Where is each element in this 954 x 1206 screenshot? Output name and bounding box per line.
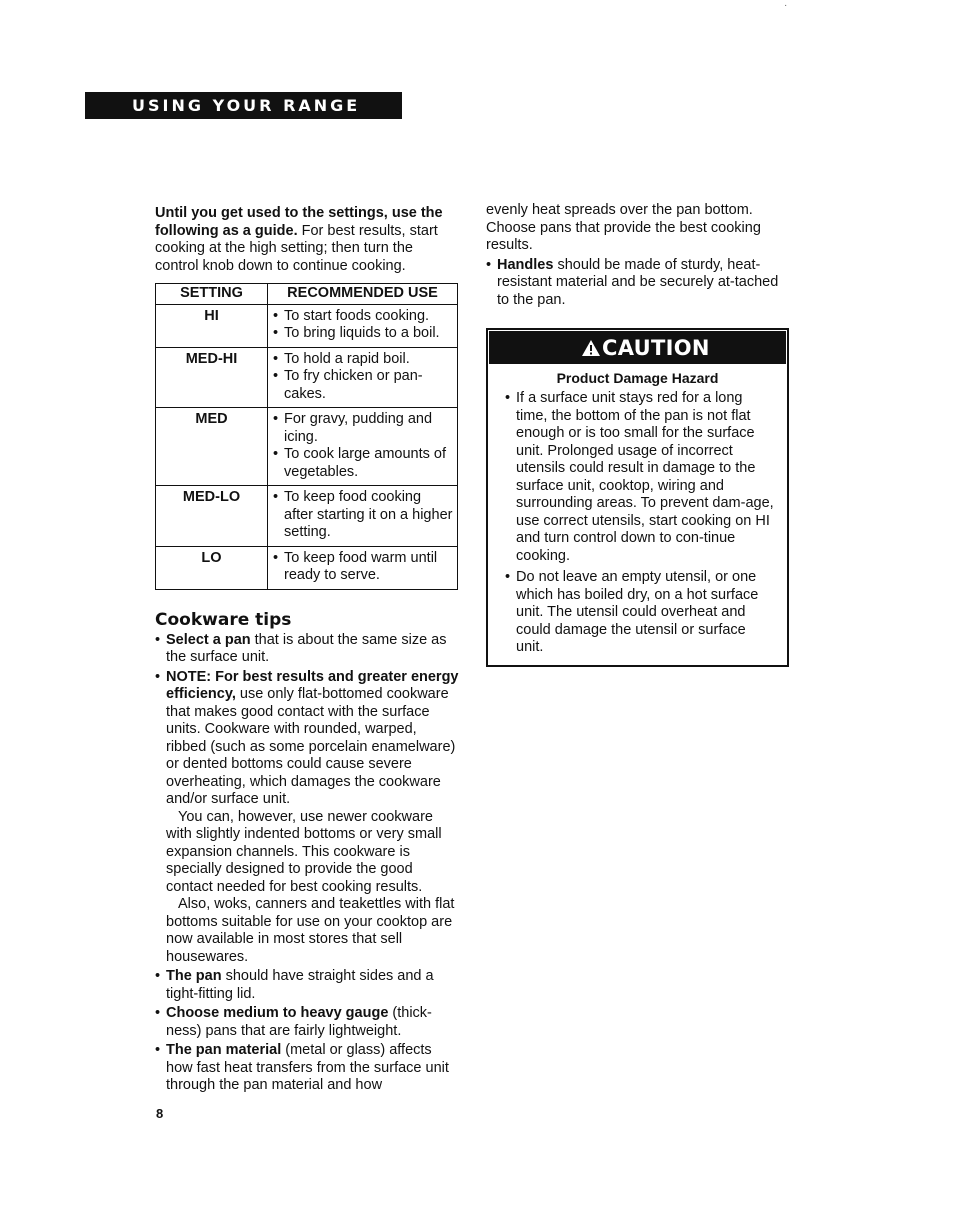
setting-cell: MED-HI (156, 347, 268, 408)
page-number: 8 (156, 1106, 164, 1121)
cookware-tips-heading: Cookware tips (155, 609, 292, 630)
table-row (156, 347, 458, 408)
use-cell (268, 546, 458, 589)
use-item: • To keep food warm until ready to serve. (273, 549, 438, 583)
cookware-paragraph: Also, woks, canners and teakettles with flat bottoms suitable for use on your cooktop are now available in most stores that sell housewares. (166, 896, 455, 965)
cookware-bullet: • NOTE: For best results and greater energy efficiency, use only flat-bottomed cookware that makes good contact with the surface units. Cookware with rounded, warped, ribbed (such as some porcelain enamelware) or dented bottoms could cause severe overheating, which damages the cookware and/or surface unit. You can, however, use newer cookware with slightly indented bottoms or very small expansion channels. This cookware is specially designed to provide the good contact needed for best cooking results. Also, woks, canners and teakettles with flat bottoms suitable for use on your cooktop are now available in most stores that sell housewares. (155, 668, 459, 965)
cookware-paragraph: You can, however, use newer cookware with slightly indented bottoms or very small expansion channels. This cookware is specially designed to provide the good contact needed for best cooking results. (166, 808, 442, 895)
caution-bullet: • Do not leave an empty utensil, or one which has boiled dry, on a hot surface unit. The utensil could overheat and could damage the utensil or surface unit. (505, 569, 759, 655)
use-item: • To keep food cooking after starting it on a higher setting. (273, 489, 453, 540)
use-item: • To fry chicken or pan-cakes. (273, 368, 423, 402)
table-row (156, 546, 458, 589)
caution-body (488, 386, 787, 657)
table-header-use: RECOMMENDED USE (268, 284, 458, 305)
caution-header (489, 331, 786, 364)
use-item: • To cook large amounts of vegetables. (273, 446, 447, 480)
use-item: • To bring liquids to a boil. (273, 325, 440, 341)
cookware-bullet: • Select a pan that is about the same size as the surface unit. (155, 631, 447, 665)
setting-cell: MED (156, 408, 268, 486)
use-cell (268, 347, 458, 408)
setting-cell: MED-LO (156, 486, 268, 547)
cookware-bullet: • The pan should have straight sides and a tight-fitting lid. (155, 968, 434, 1002)
setting-cell: LO (156, 546, 268, 589)
intro-paragraph (155, 205, 460, 275)
caution-subtitle: Product Damage Hazard (556, 370, 719, 386)
left-column (155, 205, 460, 1095)
cookware-bullet: • Choose medium to heavy gauge (thick-ness) pans that are fairly lightweight. (155, 1005, 432, 1039)
table-row (156, 408, 458, 486)
use-item: • For gravy, pudding and icing. (273, 411, 433, 445)
right-column (486, 202, 791, 309)
continued-paragraph: evenly heat spreads over the pan bottom. Choose pans that provide the best cooking results. (486, 202, 761, 253)
intro-text: For best results, start cooking at the high setting; then turn the control knob down to continue cooking. (155, 222, 438, 274)
use-cell (268, 408, 458, 486)
use-item: • To start foods cooking. (273, 307, 430, 324)
warning-triangle-icon (581, 339, 601, 357)
use-item: • To hold a rapid boil. (273, 350, 410, 367)
section-header-title: USING YOUR RANGE (132, 96, 361, 115)
handles-bullet: • Handles should be made of sturdy, heat-resistant material and be securely at-tached to the pan. (486, 256, 779, 308)
caution-box (486, 328, 789, 667)
table-row (156, 486, 458, 547)
table-header-setting: SETTING (156, 284, 268, 305)
table-header-row (156, 284, 458, 305)
setting-cell: HI (156, 304, 268, 347)
caution-title: CAUTION (602, 335, 710, 360)
settings-table (155, 283, 458, 590)
use-cell (268, 304, 458, 347)
table-row (156, 304, 458, 347)
corner-mark: · (784, 0, 788, 11)
cookware-bullet: • The pan material (metal or glass) affects how fast heat transfers from the surface unit through the pan material and how (155, 1042, 449, 1093)
caution-bullet: • If a surface unit stays red for a long time, the bottom of the pan is not flat enough or is too small for the surface unit. Prolonged usage of incorrect utensils could result in damage to the surface unit, cooktop, wiring and surrounding areas. To prevent dam-age, use correct utensils, start cooking on HI and turn control down to con-tinue cooking. (505, 390, 774, 564)
section-header-bar (85, 92, 402, 119)
intro-bold: Until you get used to the settings, use the following as a guide. (155, 205, 443, 239)
use-cell (268, 486, 458, 547)
